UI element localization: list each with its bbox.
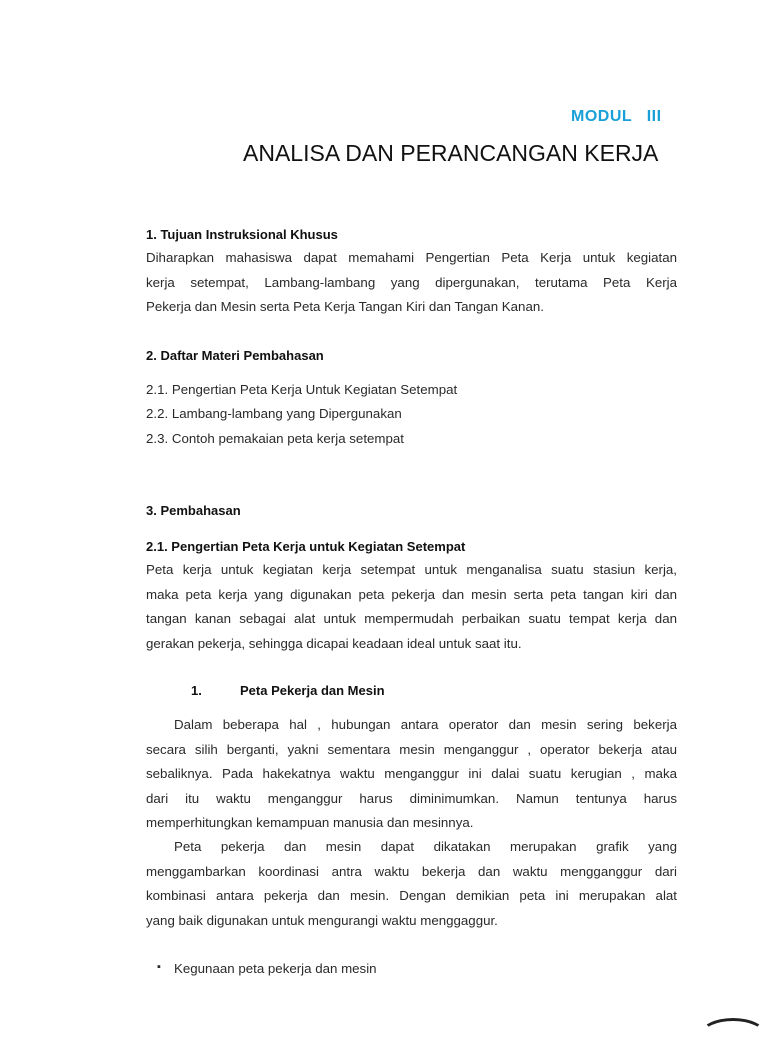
materi-item-2: 2.2. Lambang-lambang yang Dipergunakan: [146, 406, 402, 421]
para2-line-4: yang baik digunakan untuk mengurangi waktu menggaggur.: [146, 912, 498, 928]
section-1-heading: 1. Tujuan Instruksional Khusus: [146, 227, 338, 242]
para1-line-3: sebaliknya. Pada hakekatnya waktu menganggur ini dalai suatu kerugian , maka: [146, 766, 677, 781]
subsection-line-4: gerakan pekerja, sehingga dicapai keadaan ideal untuk saat itu.: [146, 635, 522, 651]
subsection-2-1-body: [146, 558, 677, 656]
section-1-line-3: Pekerja dan Mesin serta Peta Kerja Tangan Kiri dan Tangan Kanan.: [146, 299, 544, 314]
section-1-line-2: kerja setempat, Lambang-lambang yang dipergunakan, terutama Peta Kerja: [146, 274, 677, 290]
subsection-line-2: maka peta kerja yang digunakan peta pekerja dan mesin serta peta tangan kiri dan: [146, 586, 677, 602]
module-label: MODUL III: [571, 108, 662, 125]
numbered-item-number: 1.: [191, 683, 202, 698]
numbered-item-title: Peta Pekerja dan Mesin: [240, 683, 385, 698]
subsection-line-1: Peta kerja untuk kegiatan kerja setempat untuk menganalisa suatu stasiun kerja,: [146, 562, 677, 577]
subsection-2-1-heading: 2.1. Pengertian Peta Kerja untuk Kegiatan Setempat: [146, 539, 466, 554]
para1-line-2: secara silih berganti, yakni sementara mesin menganggur , operator bekerja atau: [146, 741, 677, 757]
bullet-square-icon: ▪: [157, 961, 161, 973]
para2-line-3: kombinasi antara pekerja dan mesin. Dengan demikian peta ini merupakan alat: [146, 888, 677, 903]
section-1-line-1: Diharapkan mahasiswa dapat memahami Pengertian Peta Kerja untuk kegiatan: [146, 250, 677, 265]
para2-line-1: Peta pekerja dan mesin dapat dikatakan merupakan grafik yang: [174, 839, 677, 854]
section-2-heading: 2. Daftar Materi Pembahasan: [146, 348, 324, 363]
materi-item-1: 2.1. Pengertian Peta Kerja Untuk Kegiatan Setempat: [146, 382, 458, 397]
para1-line-1: Dalam beberapa hal , hubungan antara operator dan mesin sering bekerja: [174, 717, 677, 732]
paragraph-2: [146, 835, 677, 933]
bullet-item: Kegunaan peta pekerja dan mesin: [174, 961, 377, 976]
document-title: ANALISA DAN PERANCANGAN KERJA: [243, 140, 659, 166]
materi-item-3: 2.3. Contoh pemakaian peta kerja setempat: [146, 431, 404, 446]
section-3-heading: 3. Pembahasan: [146, 503, 241, 518]
page-corner-decoration: [700, 1018, 766, 1051]
para2-line-2: menggambarkan koordinasi antra waktu bekerja dan waktu mengganggur dari: [146, 863, 677, 879]
paragraph-1: [146, 713, 677, 836]
section-1-body: [146, 246, 677, 320]
subsection-line-3: tangan kanan sebagai alat untuk mempermudah perbaikan suatu tempat kerja dan: [146, 611, 677, 626]
para1-line-4: dari itu waktu menganggur harus diminimumkan. Namun tentunya harus: [146, 790, 677, 806]
para1-line-5: memperhitungkan kemampuan manusia dan mesinnya.: [146, 815, 474, 830]
